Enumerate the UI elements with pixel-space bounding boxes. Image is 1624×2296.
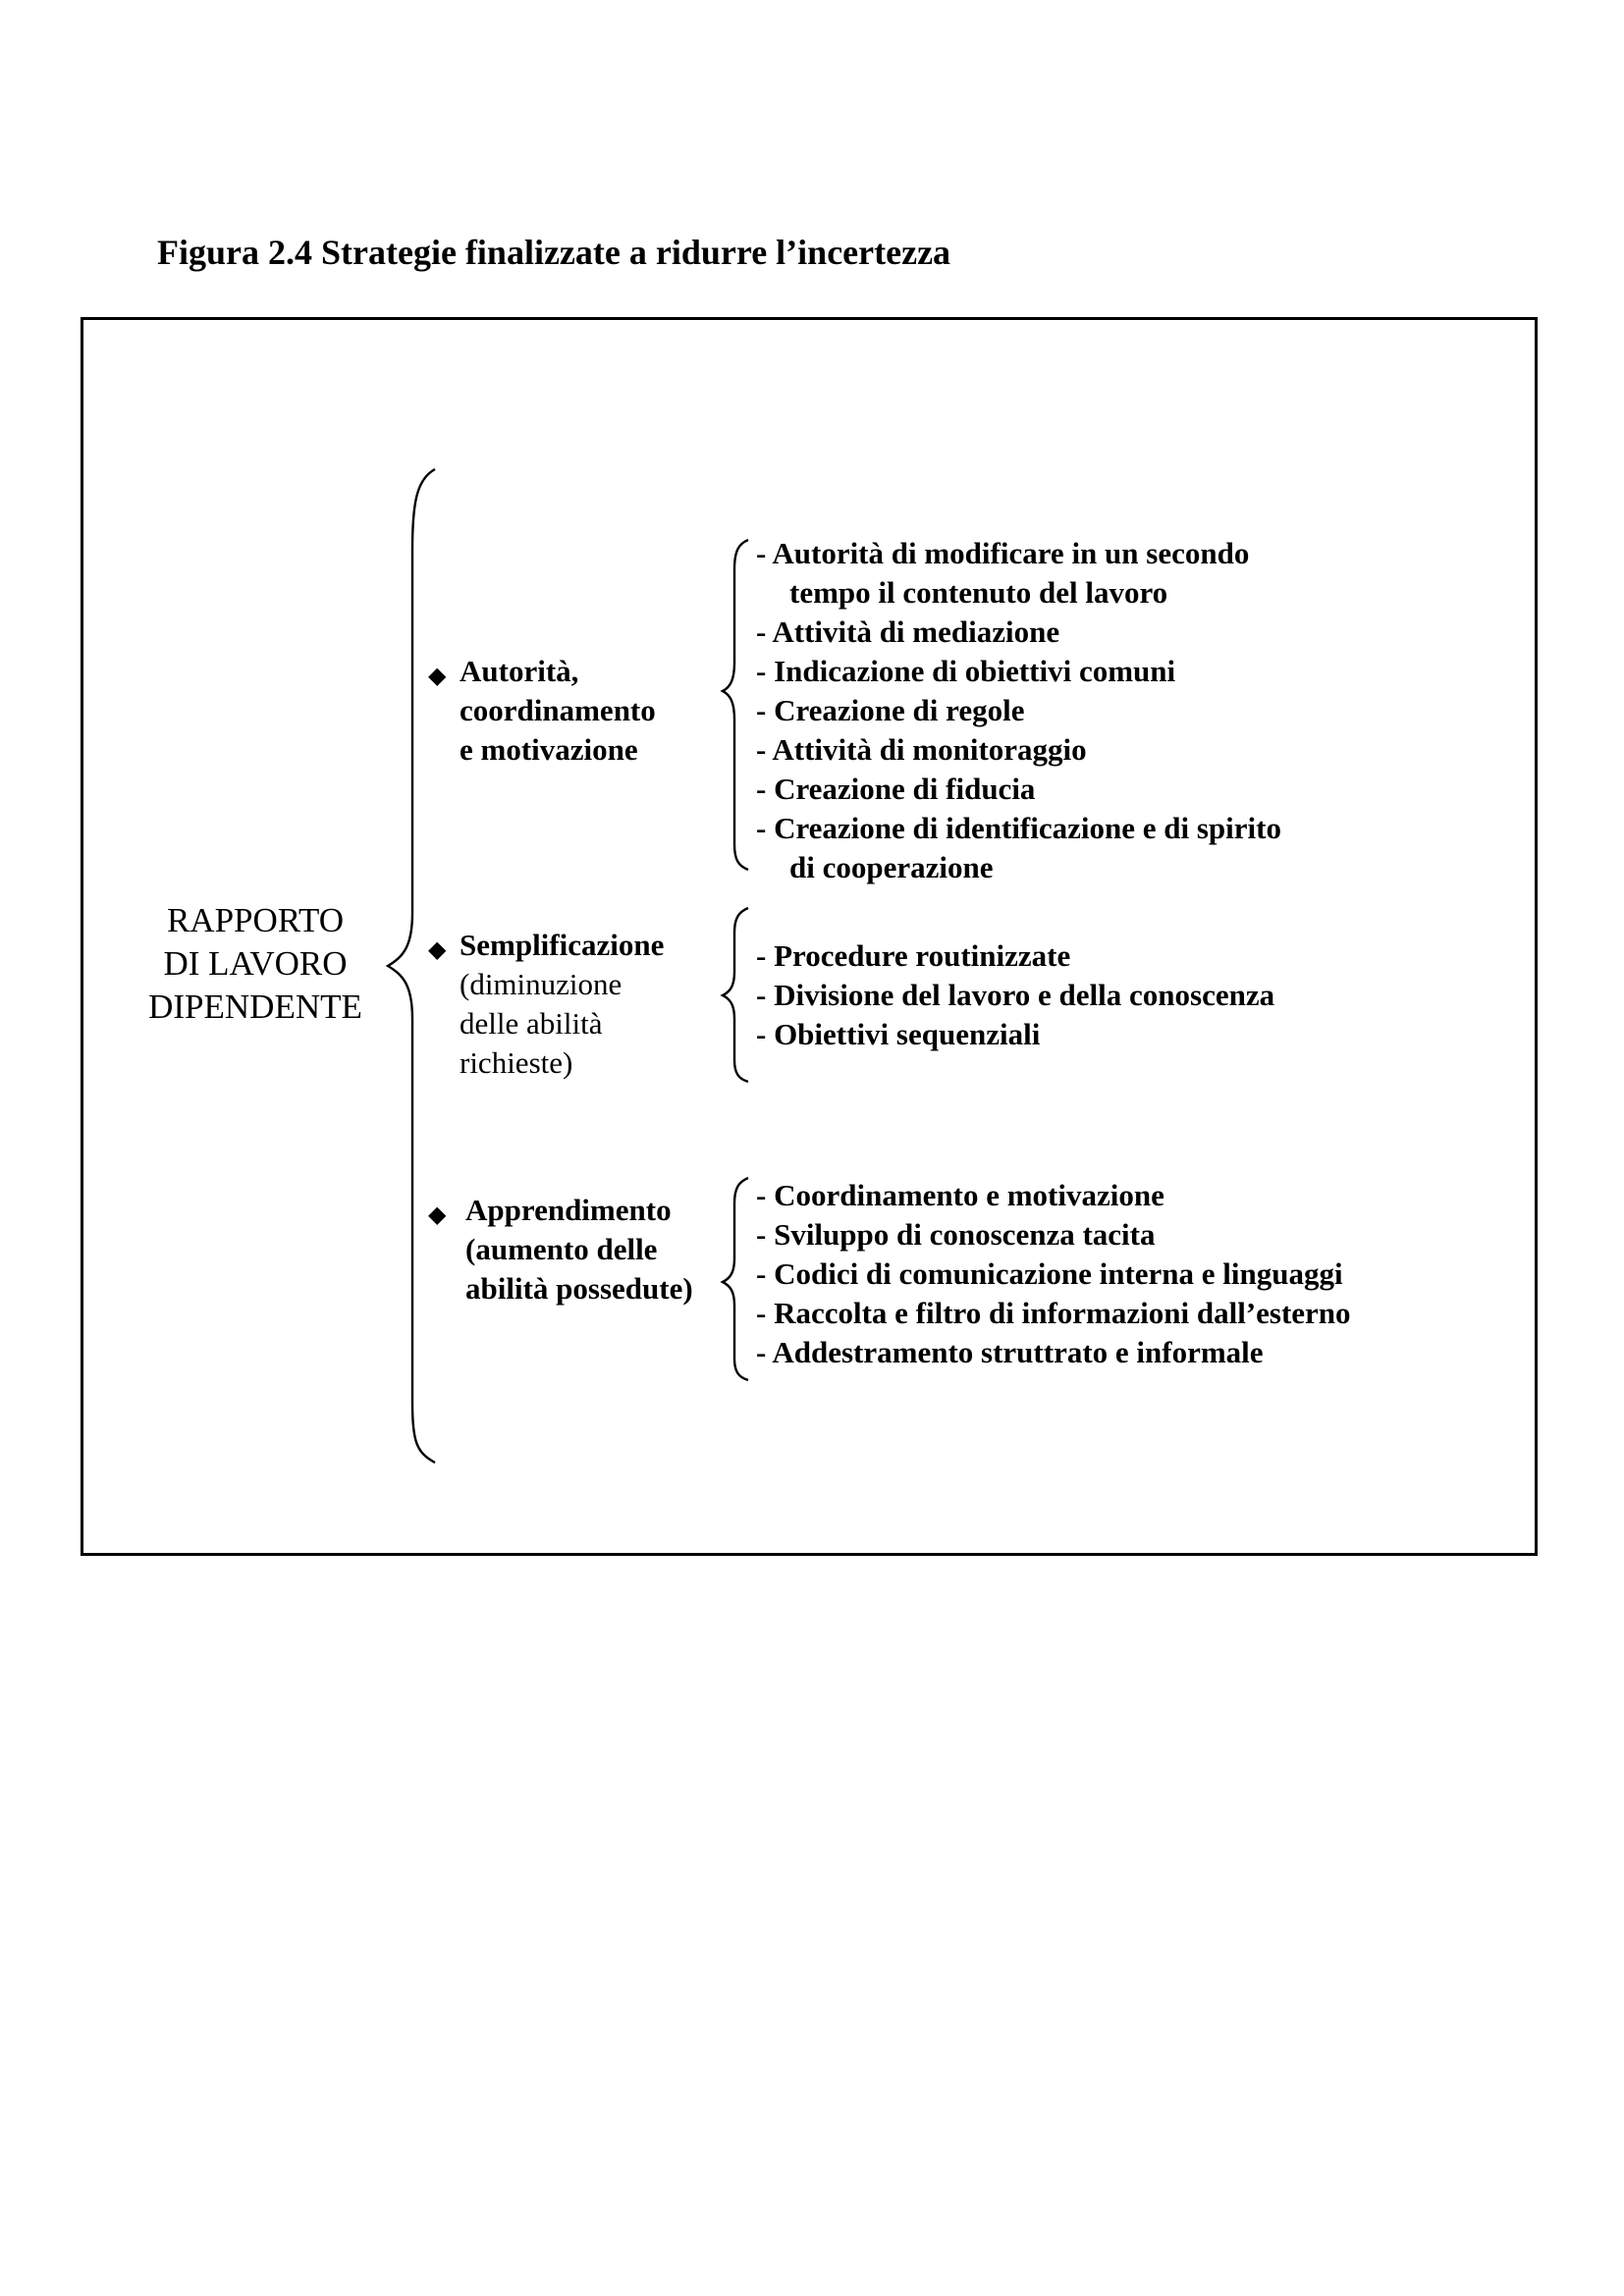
root-line: DIPENDENTE bbox=[148, 988, 362, 1026]
list-item: - Creazione di fiducia bbox=[756, 772, 1036, 806]
list-item-continuation: tempo il contenuto del lavoro bbox=[789, 575, 1168, 610]
branch-label-line: Semplificazione bbox=[460, 928, 665, 962]
list-item: - Obiettivi sequenziali bbox=[756, 1017, 1041, 1051]
branch-label-line: delle abilità bbox=[460, 1006, 603, 1041]
figure-caption: Figura 2.4 Strategie finalizzate a ridurre l’incertezza bbox=[157, 233, 951, 272]
items-apprendimento bbox=[756, 1176, 1351, 1372]
items-autorita bbox=[756, 534, 1281, 887]
root-node bbox=[108, 899, 403, 1029]
list-item: - Autorità di modificare in un secondo bbox=[756, 536, 1250, 570]
branch-label-line: abilità possedute) bbox=[465, 1271, 693, 1306]
list-item: - Divisione del lavoro e della conoscenza bbox=[756, 978, 1275, 1012]
root-line: RAPPORTO bbox=[166, 901, 345, 939]
list-item: - Creazione di regole bbox=[756, 693, 1025, 727]
diamond-bullet-icon: ◆ bbox=[428, 664, 447, 689]
list-item: - Addestramento struttrato e informale bbox=[756, 1335, 1264, 1369]
list-item: - Sviluppo di conoscenza tacita bbox=[756, 1217, 1156, 1252]
branch-label-line: richieste) bbox=[460, 1045, 573, 1080]
list-item: - Creazione di identificazione e di spirito bbox=[756, 811, 1281, 845]
list-item: - Raccolta e filtro di informazioni dall’esterno bbox=[756, 1296, 1351, 1330]
list-item: - Procedure routinizzate bbox=[756, 938, 1071, 973]
branch-label-line: coordinamento bbox=[460, 693, 656, 727]
list-item: - Codici di comunicazione interna e linguaggi bbox=[756, 1256, 1343, 1291]
root-line: DI LAVORO bbox=[163, 944, 348, 983]
branch-label-line: Autorità, bbox=[460, 654, 579, 688]
list-item: - Indicazione di obiettivi comuni bbox=[756, 654, 1176, 688]
list-item: - Attività di monitoraggio bbox=[756, 732, 1087, 767]
branch-label-line: Apprendimento bbox=[465, 1193, 672, 1227]
branch-semplificazione bbox=[460, 926, 664, 1083]
list-item: - Coordinamento e motivazione bbox=[756, 1178, 1164, 1212]
branch-label-line: (aumento delle bbox=[465, 1232, 658, 1266]
list-item-continuation: di cooperazione bbox=[789, 850, 994, 884]
branch-label-line: e motivazione bbox=[460, 732, 638, 767]
branch-label-line: (diminuzione bbox=[460, 967, 623, 1001]
items-semplificazione bbox=[756, 936, 1274, 1054]
diamond-bullet-icon: ◆ bbox=[428, 937, 447, 963]
list-item: - Attività di mediazione bbox=[756, 614, 1060, 649]
branch-autorita bbox=[460, 652, 656, 770]
branch-apprendimento bbox=[465, 1191, 693, 1308]
diamond-bullet-icon: ◆ bbox=[428, 1202, 447, 1228]
